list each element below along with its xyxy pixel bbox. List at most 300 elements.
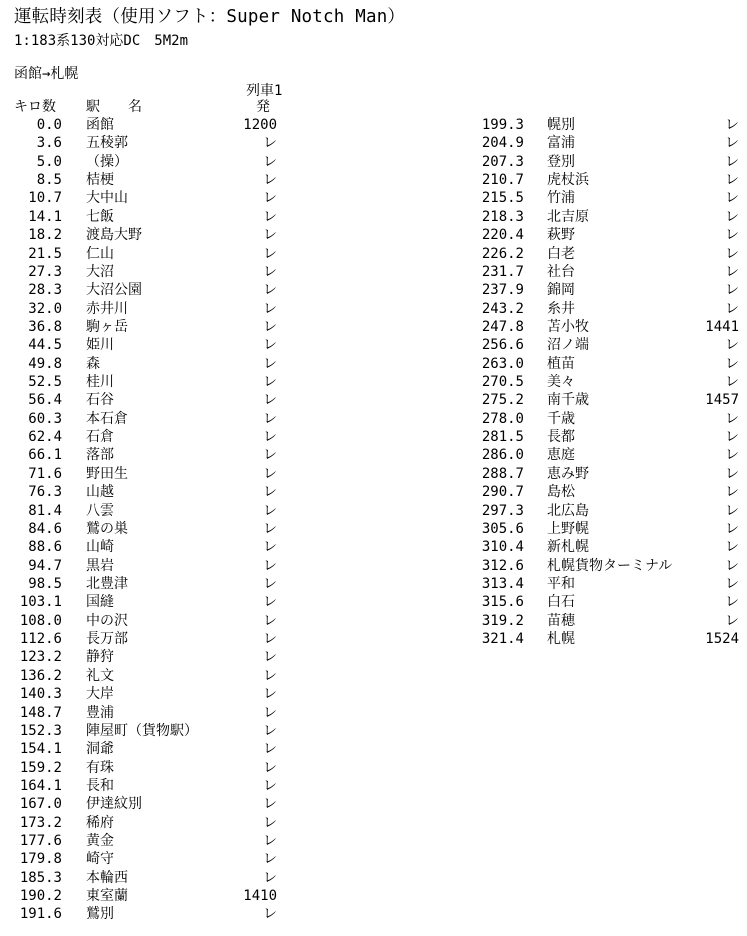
station-name-cell: 長都	[547, 429, 575, 446]
time-cell: レ	[263, 704, 277, 721]
table-row	[470, 391, 747, 409]
table-row	[0, 667, 300, 685]
station-name-cell: 野田生	[86, 465, 128, 482]
time-cell: レ	[263, 851, 277, 868]
table-row	[0, 777, 300, 795]
time-cell: レ	[725, 465, 739, 482]
km-cell: 218.3	[481, 208, 524, 225]
table-row	[0, 281, 300, 299]
time-cell: レ	[725, 300, 739, 317]
km-cell: 112.6	[19, 631, 62, 648]
table-row	[0, 722, 300, 740]
timetable-left-column	[0, 116, 300, 924]
station-name-cell: 鷲の巣	[86, 520, 128, 537]
km-cell: 3.6	[36, 135, 62, 152]
time-cell: レ	[263, 520, 277, 537]
km-cell: 185.3	[19, 869, 62, 886]
station-name-cell: 落部	[86, 447, 114, 464]
table-row	[0, 648, 300, 666]
station-name-cell: 白老	[547, 245, 575, 262]
station-name-cell: 平和	[547, 575, 575, 592]
km-cell: 36.8	[28, 318, 62, 335]
station-name-cell: 苗穂	[547, 612, 575, 629]
station-name-cell: 糸井	[547, 300, 575, 317]
table-row	[470, 134, 747, 152]
km-cell: 315.6	[481, 594, 524, 611]
time-cell: レ	[263, 741, 277, 758]
table-row	[470, 355, 747, 373]
km-cell: 286.0	[481, 447, 524, 464]
km-cell: 321.4	[481, 631, 524, 648]
station-name-cell: 東室蘭	[86, 888, 128, 905]
table-row	[470, 520, 747, 538]
time-cell: レ	[263, 502, 277, 519]
time-cell: レ	[263, 135, 277, 152]
time-cell: レ	[263, 300, 277, 317]
km-cell: 154.1	[19, 741, 62, 758]
km-cell: 8.5	[36, 172, 62, 189]
time-cell: レ	[263, 465, 277, 482]
table-row	[0, 134, 300, 152]
km-cell: 0.0	[36, 117, 62, 133]
table-row	[0, 428, 300, 446]
km-cell: 71.6	[28, 465, 62, 482]
table-row	[0, 869, 300, 887]
time-cell: レ	[725, 612, 739, 629]
station-name-cell: 豊浦	[86, 704, 114, 721]
km-cell: 103.1	[19, 594, 62, 611]
table-row	[470, 300, 747, 318]
table-row	[0, 630, 300, 648]
time-cell: レ	[263, 649, 277, 666]
table-row	[0, 226, 300, 244]
km-cell: 278.0	[481, 410, 524, 427]
time-cell: 1200	[243, 117, 277, 133]
time-cell: レ	[263, 282, 277, 299]
km-cell: 177.6	[19, 833, 62, 850]
time-cell: レ	[725, 502, 739, 519]
time-cell: レ	[263, 429, 277, 446]
table-row	[0, 575, 300, 593]
table-row	[0, 685, 300, 703]
station-name-cell: 札幌	[547, 631, 575, 648]
station-name-cell: 本石倉	[86, 410, 128, 427]
station-name-cell: 白石	[547, 594, 575, 611]
station-name-cell: 大中山	[86, 190, 128, 207]
km-cell: 98.5	[28, 575, 62, 592]
km-cell: 288.7	[481, 465, 524, 482]
time-cell: レ	[263, 796, 277, 813]
station-name-cell: 南千歳	[547, 392, 589, 409]
km-cell: 140.3	[19, 686, 62, 703]
table-row	[470, 575, 747, 593]
table-row	[0, 410, 300, 428]
station-name-cell: 洞爺	[86, 741, 114, 758]
station-name-cell: 札幌貨物ターミナル	[547, 557, 673, 574]
table-row	[0, 704, 300, 722]
station-name-cell: 植苗	[547, 355, 575, 372]
km-cell: 88.6	[28, 539, 62, 556]
station-name-cell: 函館	[86, 117, 114, 133]
time-cell: レ	[725, 575, 739, 592]
km-cell: 94.7	[28, 557, 62, 574]
km-cell: 190.2	[19, 888, 62, 905]
table-row	[0, 300, 300, 318]
table-row	[0, 740, 300, 758]
time-cell: レ	[725, 117, 739, 133]
time-cell: レ	[263, 318, 277, 335]
station-name-cell: 北吉原	[547, 208, 589, 225]
km-cell: 10.7	[28, 190, 62, 207]
km-cell: 152.3	[19, 722, 62, 739]
table-row	[0, 116, 300, 134]
time-cell: レ	[725, 447, 739, 464]
time-cell: レ	[263, 337, 277, 354]
km-cell: 56.4	[28, 392, 62, 409]
station-name-cell: 陣屋町（貨物駅）	[86, 722, 198, 739]
time-cell: レ	[263, 722, 277, 739]
time-cell: レ	[263, 557, 277, 574]
km-cell: 243.2	[481, 300, 524, 317]
station-name-cell: 五稜郭	[86, 135, 128, 152]
station-name-cell: 中の沢	[86, 612, 128, 629]
time-cell: レ	[263, 172, 277, 189]
time-cell: レ	[263, 759, 277, 776]
km-cell: 27.3	[28, 263, 62, 280]
station-name-cell: 恵庭	[547, 447, 575, 464]
table-row	[470, 281, 747, 299]
time-cell: レ	[725, 594, 739, 611]
km-cell: 256.6	[481, 337, 524, 354]
table-row	[470, 318, 747, 336]
km-cell: 290.7	[481, 484, 524, 501]
time-cell: レ	[725, 153, 739, 170]
station-name-cell: 国縫	[86, 594, 114, 611]
table-row	[0, 502, 300, 520]
km-cell: 66.1	[28, 447, 62, 464]
time-cell: レ	[263, 227, 277, 244]
departure-header: 発	[256, 99, 270, 115]
km-cell: 226.2	[481, 245, 524, 262]
time-cell: レ	[263, 245, 277, 262]
station-name-cell: 桔梗	[86, 172, 114, 189]
table-row	[0, 153, 300, 171]
time-cell: 1524	[705, 631, 739, 648]
time-cell: レ	[263, 833, 277, 850]
station-name-cell: 石谷	[86, 392, 114, 409]
km-cell: 319.2	[481, 612, 524, 629]
time-cell: レ	[725, 374, 739, 391]
table-row	[470, 593, 747, 611]
table-row	[0, 557, 300, 575]
time-cell: レ	[263, 392, 277, 409]
time-cell: レ	[263, 575, 277, 592]
station-name-cell: 七飯	[86, 208, 114, 225]
time-cell: レ	[725, 539, 739, 556]
station-name-cell: 黒岩	[86, 557, 114, 574]
km-cell: 136.2	[19, 667, 62, 684]
table-row	[0, 263, 300, 281]
table-row	[0, 465, 300, 483]
station-name-cell: 北豊津	[86, 575, 128, 592]
station-name-cell: 姫川	[86, 337, 114, 354]
km-cell: 173.2	[19, 814, 62, 831]
time-cell: レ	[263, 355, 277, 372]
table-row	[0, 189, 300, 207]
station-name-cell: 錦岡	[547, 282, 575, 299]
time-cell: レ	[263, 631, 277, 648]
km-cell: 313.4	[481, 575, 524, 592]
station-name-cell: 萩野	[547, 227, 575, 244]
table-row	[0, 208, 300, 226]
km-cell: 281.5	[481, 429, 524, 446]
station-name-cell: 本輪西	[86, 869, 128, 886]
station-name-cell: 大沼公園	[86, 282, 142, 299]
station-name-cell: 新札幌	[547, 539, 589, 556]
page-title: 運転時刻表（使用ソフト：Super Notch Man）	[14, 7, 406, 27]
table-row	[0, 593, 300, 611]
table-row	[470, 410, 747, 428]
station-name-cell: 幌別	[547, 117, 575, 133]
station-name-cell: 有珠	[86, 759, 114, 776]
time-cell: レ	[725, 484, 739, 501]
table-row	[470, 612, 747, 630]
km-cell: 247.8	[481, 318, 524, 335]
km-cell: 220.4	[481, 227, 524, 244]
time-cell: レ	[263, 777, 277, 794]
table-row	[0, 905, 300, 923]
table-row	[0, 318, 300, 336]
km-cell: 52.5	[28, 374, 62, 391]
time-cell: 1441	[705, 318, 739, 335]
km-cell: 44.5	[28, 337, 62, 354]
table-row	[0, 446, 300, 464]
station-name-cell: 上野幌	[547, 520, 589, 537]
table-row	[0, 795, 300, 813]
time-cell: レ	[263, 447, 277, 464]
table-row	[470, 336, 747, 354]
table-row	[0, 814, 300, 832]
km-cell: 84.6	[28, 520, 62, 537]
direction-label: 函館→札幌	[14, 66, 79, 82]
table-row	[470, 483, 747, 501]
km-cell: 215.5	[481, 190, 524, 207]
station-name-cell: 大岸	[86, 686, 114, 703]
table-row	[470, 538, 747, 556]
table-row	[0, 245, 300, 263]
km-cell: 5.0	[36, 153, 62, 170]
table-row	[0, 612, 300, 630]
station-name-cell: 渡島大野	[86, 227, 142, 244]
station-name-cell: （操）	[86, 153, 128, 170]
time-cell: レ	[263, 906, 277, 923]
station-name-cell: 八雲	[86, 502, 114, 519]
time-cell: レ	[263, 667, 277, 684]
table-row	[0, 832, 300, 850]
table-row	[0, 373, 300, 391]
km-cell: 263.0	[481, 355, 524, 372]
km-cell: 305.6	[481, 520, 524, 537]
station-name-cell: 沼ノ端	[547, 337, 589, 354]
km-cell: 28.3	[28, 282, 62, 299]
station-name-cell: 伊達紋別	[86, 796, 142, 813]
km-cell: 62.4	[28, 429, 62, 446]
station-name-cell: 登別	[547, 153, 575, 170]
table-row	[0, 520, 300, 538]
table-row	[0, 538, 300, 556]
time-cell: レ	[725, 190, 739, 207]
time-cell: レ	[263, 539, 277, 556]
time-cell: レ	[725, 337, 739, 354]
station-name-cell: 大沼	[86, 263, 114, 280]
station-name-cell: 黄金	[86, 833, 114, 850]
station-name-cell: 山越	[86, 484, 114, 501]
table-row	[0, 483, 300, 501]
time-cell: レ	[263, 814, 277, 831]
time-cell: レ	[263, 686, 277, 703]
table-row	[470, 502, 747, 520]
table-row	[470, 373, 747, 391]
table-row	[470, 189, 747, 207]
table-row	[0, 850, 300, 868]
table-row	[470, 263, 747, 281]
km-cell: 275.2	[481, 392, 524, 409]
table-row	[470, 630, 747, 648]
time-cell: レ	[725, 208, 739, 225]
time-cell: 1457	[705, 392, 739, 409]
time-cell: レ	[725, 282, 739, 299]
station-name-cell: 森	[86, 355, 100, 372]
table-row	[0, 336, 300, 354]
station-name-cell: 静狩	[86, 649, 114, 666]
km-cell: 164.1	[19, 777, 62, 794]
km-cell: 167.0	[19, 796, 62, 813]
time-cell: レ	[263, 612, 277, 629]
time-cell: レ	[725, 557, 739, 574]
km-cell: 123.2	[19, 649, 62, 666]
km-cell: 199.3	[481, 117, 524, 133]
station-name-cell: 竹浦	[547, 190, 575, 207]
table-row	[0, 171, 300, 189]
km-cell: 108.0	[19, 612, 62, 629]
km-cell: 191.6	[19, 906, 62, 923]
table-row	[470, 245, 747, 263]
time-cell: レ	[725, 227, 739, 244]
km-cell: 81.4	[28, 502, 62, 519]
time-cell: レ	[263, 153, 277, 170]
table-row	[470, 153, 747, 171]
km-cell: 21.5	[28, 245, 62, 262]
time-cell: レ	[263, 208, 277, 225]
km-cell: 210.7	[481, 172, 524, 189]
time-cell: 1410	[243, 888, 277, 905]
station-name-cell: 美々	[547, 374, 575, 391]
time-cell: レ	[725, 410, 739, 427]
station-name-cell: 長和	[86, 777, 114, 794]
station-name-cell: 赤井川	[86, 300, 128, 317]
station-name-cell: 恵み野	[547, 465, 589, 482]
station-header: 駅 名	[86, 99, 142, 115]
km-cell: 18.2	[28, 227, 62, 244]
station-name-cell: 苫小牧	[547, 318, 589, 335]
train-number-header: 列車1	[246, 83, 283, 99]
time-cell: レ	[263, 594, 277, 611]
station-name-cell: 山崎	[86, 539, 114, 556]
station-name-cell: 稀府	[86, 814, 114, 831]
km-cell: 310.4	[481, 539, 524, 556]
time-cell: レ	[725, 135, 739, 152]
time-cell: レ	[263, 263, 277, 280]
table-row	[0, 759, 300, 777]
km-header: キロ数	[14, 99, 56, 115]
table-row	[0, 887, 300, 905]
station-name-cell: 駒ヶ岳	[86, 318, 128, 335]
km-cell: 231.7	[481, 263, 524, 280]
train-spec: 1:183系130対応DC 5M2m	[14, 33, 189, 49]
timetable-right-column	[470, 116, 747, 648]
km-cell: 159.2	[19, 759, 62, 776]
time-cell: レ	[263, 410, 277, 427]
station-name-cell: 鷲別	[86, 906, 114, 923]
station-name-cell: 社台	[547, 263, 575, 280]
km-cell: 76.3	[28, 484, 62, 501]
km-cell: 237.9	[481, 282, 524, 299]
time-cell: レ	[263, 190, 277, 207]
station-name-cell: 石倉	[86, 429, 114, 446]
km-cell: 60.3	[28, 410, 62, 427]
table-row	[470, 465, 747, 483]
station-name-cell: 北広島	[547, 502, 589, 519]
table-row	[470, 557, 747, 575]
km-cell: 179.8	[19, 851, 62, 868]
time-cell: レ	[263, 484, 277, 501]
station-name-cell: 礼文	[86, 667, 114, 684]
table-row	[470, 171, 747, 189]
km-cell: 14.1	[28, 208, 62, 225]
station-name-cell: 長万部	[86, 631, 128, 648]
time-cell: レ	[263, 869, 277, 886]
time-cell: レ	[725, 429, 739, 446]
time-cell: レ	[725, 355, 739, 372]
km-cell: 297.3	[481, 502, 524, 519]
km-cell: 312.6	[481, 557, 524, 574]
km-cell: 204.9	[481, 135, 524, 152]
time-cell: レ	[725, 172, 739, 189]
km-cell: 207.3	[481, 153, 524, 170]
table-row	[470, 446, 747, 464]
table-row	[0, 355, 300, 373]
time-cell: レ	[725, 245, 739, 262]
time-cell: レ	[263, 374, 277, 391]
km-cell: 49.8	[28, 355, 62, 372]
table-row	[470, 116, 747, 134]
station-name-cell: 島松	[547, 484, 575, 501]
station-name-cell: 崎守	[86, 851, 114, 868]
station-name-cell: 虎杖浜	[547, 172, 589, 189]
km-cell: 32.0	[28, 300, 62, 317]
km-cell: 270.5	[481, 374, 524, 391]
station-name-cell: 桂川	[86, 374, 114, 391]
table-row	[470, 208, 747, 226]
station-name-cell: 仁山	[86, 245, 114, 262]
station-name-cell: 富浦	[547, 135, 575, 152]
time-cell: レ	[725, 263, 739, 280]
km-cell: 148.7	[19, 704, 62, 721]
table-row	[0, 391, 300, 409]
table-row	[470, 226, 747, 244]
table-row	[470, 428, 747, 446]
time-cell: レ	[725, 520, 739, 537]
